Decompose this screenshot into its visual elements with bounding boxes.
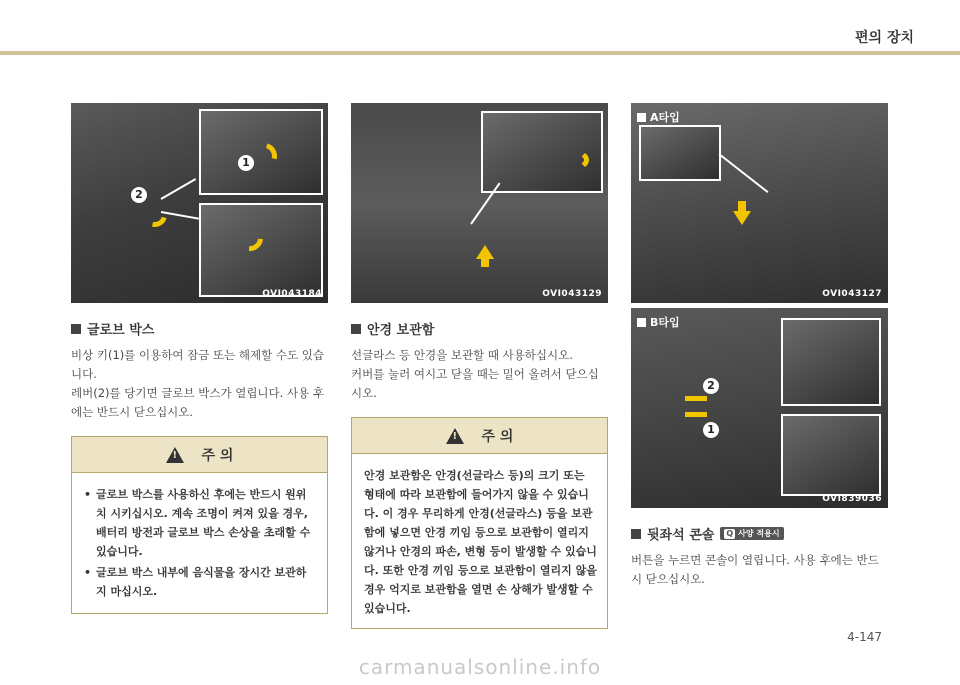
caution-box [71, 436, 328, 614]
paragraph: 커버를 눌러 여시고 닫을 때는 밀어 올려서 닫으십시오. [351, 367, 599, 400]
push-arrow-stem [481, 259, 489, 267]
list-item: • 글로브 박스를 사용하신 후에는 반드시 원위치 시키십시오. 계속 조명이 켜져 있을 경우, 배터리 방전과 글로브 박스 손상을 초래할 수 있습니다. [84, 485, 317, 561]
rear-console-photo-a [631, 103, 888, 303]
square-bullet-icon [637, 318, 646, 327]
callout-number-1: 1 [238, 155, 254, 171]
section-title [71, 319, 328, 338]
section-body [71, 346, 328, 422]
console-inset-b-lower [781, 414, 881, 496]
paragraph: 버튼을 누르면 콘솔이 열립니다. 사용 후에는 반드시 닫으십시오. [631, 553, 879, 586]
button-arrow-icon [685, 412, 707, 417]
section-title-text: 뒷좌석 콘솔 [647, 528, 715, 543]
press-arrow-stem [738, 201, 746, 211]
section-body [351, 346, 608, 403]
section-title [631, 524, 888, 543]
warning-icon [166, 447, 184, 463]
caution-box [351, 417, 608, 629]
watermark: carmanualsonline.info [358, 655, 602, 679]
sunglass-photo [351, 103, 608, 303]
image-code: OVI043129 [542, 289, 602, 299]
square-bullet-icon [631, 529, 641, 539]
image-code: OVI043127 [822, 289, 882, 299]
section-title [351, 319, 608, 338]
sunglass-section [351, 103, 608, 629]
caution-header [352, 418, 607, 454]
option-q-icon: Q [726, 528, 734, 538]
callout-line [161, 178, 197, 200]
section-body [631, 551, 888, 589]
option-badge-text: 사양 적용시 [738, 529, 780, 538]
callout-number-2: 2 [131, 187, 147, 203]
callout-line [718, 153, 768, 193]
paragraph: 비상 키(1)를 이용하여 잠금 또는 해제할 수도 있습니다. [71, 348, 324, 381]
square-bullet-icon [71, 324, 81, 334]
warning-icon [446, 428, 464, 444]
caution-heading: 주 의 [201, 447, 234, 464]
pull-arrow-icon [139, 199, 172, 232]
type-b-text: B타입 [650, 316, 680, 329]
console-inset-b-upper [781, 318, 881, 406]
caution-body [352, 454, 607, 628]
open-arrow-icon [555, 149, 589, 171]
type-a-text: A타입 [650, 111, 680, 124]
paragraph: 선글라스 등 안경을 보관할 때 사용하십시오. [351, 348, 573, 362]
section-title-text: 글로브 박스 [87, 323, 155, 338]
type-a-label [637, 109, 680, 125]
square-bullet-icon [637, 113, 646, 122]
caution-header [72, 437, 327, 473]
caution-text: 안경 보관함은 안경(선글라스 등)의 크기 또는 형태에 따라 보관함에 들어가지 않을 수 있습니다. 이 경우 무리하게 안경(선글라스) 등을 보관함에 넣으면 안경 끼임 등으로 보관함이 열리지 않거나 안경의 파손, 변형 등이 발생할 수 있습니다. 또한 안경 끼임 등으로 보관함이 열리지 않을 경우 억지로 보관함을 열면 손 상해가 발생할 수 있습니다. [364, 469, 597, 615]
callout-number-1: 1 [703, 422, 719, 438]
rear-console-section [631, 103, 888, 589]
press-arrow-icon [733, 211, 751, 225]
list-item: • 글로브 박스 내부에 음식물을 장시간 보관하지 마십시오. [84, 563, 317, 601]
button-arrow-icon [685, 396, 707, 401]
caution-heading: 주 의 [481, 428, 514, 445]
image-code: OVI839036 [822, 494, 882, 504]
page-header [0, 0, 960, 57]
header-rule [0, 51, 960, 55]
chapter-title: 편의 장치 [855, 30, 914, 46]
square-bullet-icon [351, 324, 361, 334]
image-code: OVI043184 [262, 289, 322, 299]
callout-number-2: 2 [703, 378, 719, 394]
glovebox-photo [71, 103, 328, 303]
console-inset-a [639, 125, 721, 181]
section-title-text: 안경 보관함 [367, 323, 435, 338]
option-badge [720, 527, 783, 540]
paragraph: 레버(2)를 당기면 글로브 박스가 열립니다. 사용 후에는 반드시 닫으십시오. [71, 386, 324, 419]
rear-console-photo-b [631, 308, 888, 508]
push-arrow-icon [476, 245, 494, 259]
page-number: 4-147 [847, 630, 882, 644]
glovebox-inset-lever [199, 203, 323, 297]
caution-body [72, 473, 327, 613]
glovebox-section [71, 103, 328, 614]
type-b-label [637, 314, 680, 330]
